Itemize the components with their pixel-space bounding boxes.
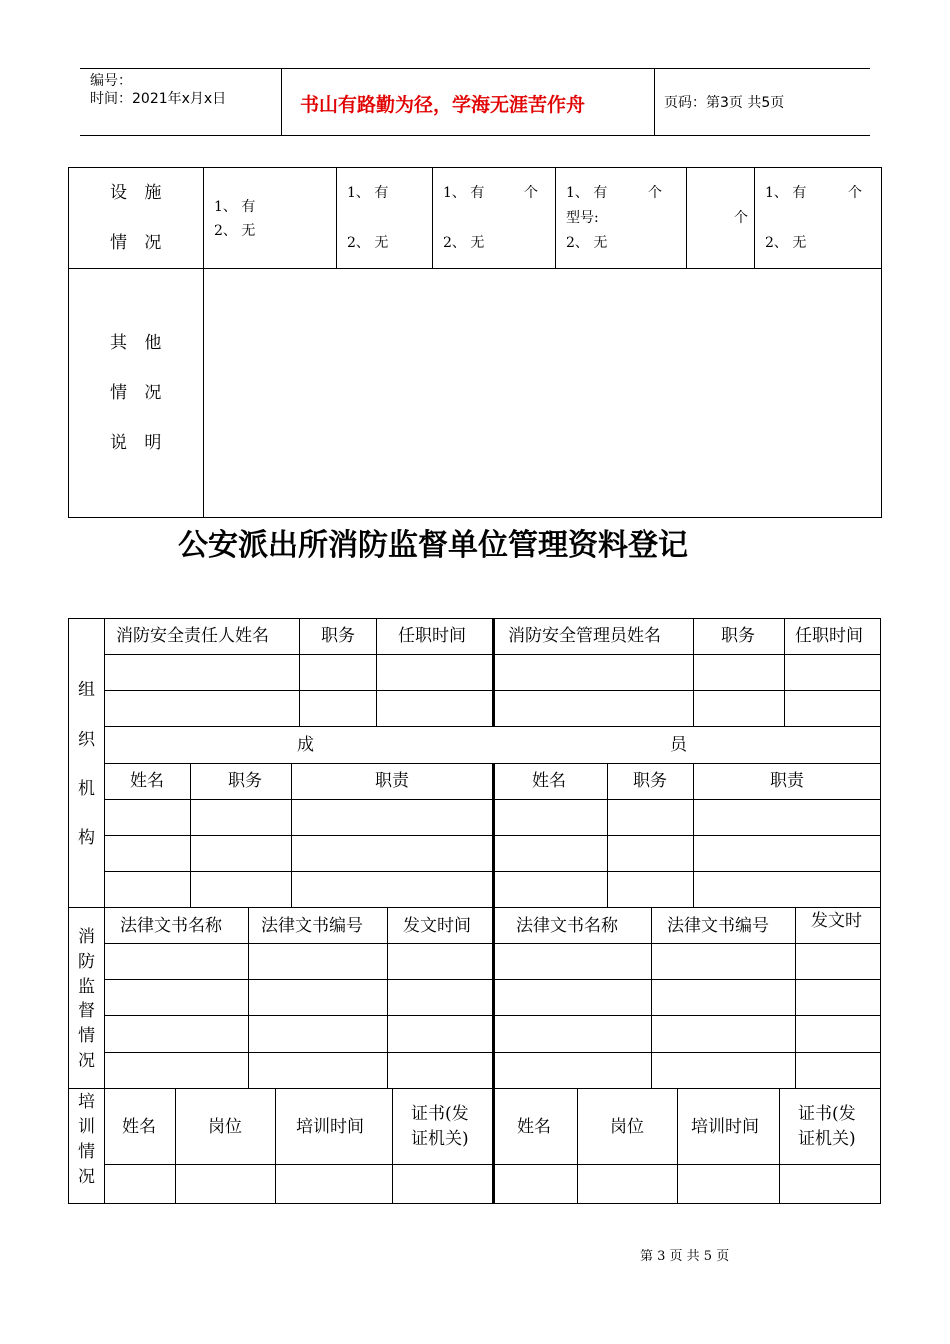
facility-label-line2: 情 况 xyxy=(110,233,168,253)
document-time-label: 时间：2021年x月x日 xyxy=(90,91,227,107)
supervision-col-left-doc-number: 法律文书编号 xyxy=(261,916,363,936)
org-head-left-position: 职务 xyxy=(321,626,355,646)
supervision-side-label-6: 况 xyxy=(78,1051,95,1071)
org-head-left-name: 消防安全责任人姓名 xyxy=(116,626,269,646)
member-col-right-duty: 职责 xyxy=(770,771,804,791)
org-head-left-tenure: 任职时间 xyxy=(398,626,466,646)
facility-cell-3-yes: 1、 有 xyxy=(443,185,485,201)
training-col-right-cert-2: 证机关) xyxy=(798,1129,856,1149)
supervision-side-label-1: 消 xyxy=(78,927,95,947)
org-members-label-left: 成 xyxy=(297,735,314,755)
facility-cell-1-yes: 1、 有 xyxy=(214,199,256,215)
training-col-left-cert-1: 证书(发 xyxy=(411,1104,469,1124)
facility-cell-4-model: 型号: xyxy=(566,210,599,226)
facility-cell-3-unit: 个 xyxy=(524,185,538,201)
member-col-right-name: 姓名 xyxy=(532,771,566,791)
facility-cell-4-unit: 个 xyxy=(648,185,662,201)
training-col-right-post: 岗位 xyxy=(610,1117,644,1137)
supervision-col-right-doc-name: 法律文书名称 xyxy=(516,916,618,936)
org-side-label-4: 构 xyxy=(78,828,95,848)
org-head-right-tenure: 任职时间 xyxy=(795,626,863,646)
document-number-label: 编号： xyxy=(90,73,132,89)
training-col-left-time: 培训时间 xyxy=(296,1117,364,1137)
training-col-right-name: 姓名 xyxy=(517,1117,551,1137)
training-side-label-2: 训 xyxy=(78,1117,95,1137)
member-col-right-position: 职务 xyxy=(633,771,667,791)
facility-cell-6-no: 2、 无 xyxy=(765,235,807,251)
facility-cell-3-no: 2、 无 xyxy=(443,235,485,251)
page-title: 公安派出所消防监督单位管理资料登记 xyxy=(178,528,688,563)
training-col-left-cert-2: 证机关) xyxy=(411,1129,469,1149)
facility-cell-4-no: 2、 无 xyxy=(566,235,608,251)
training-side-label-4: 况 xyxy=(78,1167,95,1187)
org-members-label-right: 员 xyxy=(670,735,687,755)
header-motto: 书山有路勤为径，学海无涯苦作舟 xyxy=(300,94,586,116)
facility-cell-1-no: 2、 无 xyxy=(214,223,256,239)
supervision-col-left-doc-name: 法律文书名称 xyxy=(120,916,222,936)
supervision-col-left-issue-date: 发文时间 xyxy=(403,916,471,936)
training-col-left-post: 岗位 xyxy=(208,1117,242,1137)
supervision-side-label-5: 情 xyxy=(78,1026,95,1046)
facility-cell-6-yes: 1、 有 xyxy=(765,185,807,201)
member-col-left-position: 职务 xyxy=(228,771,262,791)
training-col-right-time: 培训时间 xyxy=(691,1117,759,1137)
training-side-label-1: 培 xyxy=(78,1092,95,1112)
training-col-left-name: 姓名 xyxy=(122,1117,156,1137)
other-notes-field[interactable] xyxy=(204,269,880,516)
other-label-line2: 情 况 xyxy=(110,383,168,403)
org-head-right-name: 消防安全管理员姓名 xyxy=(508,626,661,646)
other-label-line3: 说 明 xyxy=(110,433,168,453)
training-side-label-3: 情 xyxy=(78,1142,95,1162)
org-head-right-position: 职务 xyxy=(721,626,755,646)
org-side-label-2: 织 xyxy=(78,730,95,750)
footer-page-number: 第 3 页 共 5 页 xyxy=(640,1249,730,1264)
org-side-label-1: 组 xyxy=(78,680,95,700)
facility-cell-2-no: 2、 无 xyxy=(347,235,389,251)
facility-cell-2-yes: 1、 有 xyxy=(347,185,389,201)
supervision-col-right-doc-number: 法律文书编号 xyxy=(667,916,769,936)
facility-cell-4-yes: 1、 有 xyxy=(566,185,608,201)
member-col-left-duty: 职责 xyxy=(375,771,409,791)
supervision-side-label-2: 防 xyxy=(78,952,95,972)
facility-cell-6-unit: 个 xyxy=(848,185,862,201)
training-col-right-cert-1: 证书(发 xyxy=(798,1104,856,1124)
facility-cell-5-unit: 个 xyxy=(734,210,748,226)
other-label-line1: 其 他 xyxy=(110,333,168,353)
header-page-label: 页码：第3页 共5页 xyxy=(664,95,785,111)
supervision-col-right-issue-date: 发文时 xyxy=(811,911,862,931)
org-side-label-3: 机 xyxy=(78,779,95,799)
supervision-side-label-4: 督 xyxy=(78,1001,95,1021)
facility-label-line1: 设 施 xyxy=(110,183,168,203)
supervision-side-label-3: 监 xyxy=(78,977,95,997)
member-col-left-name: 姓名 xyxy=(130,771,164,791)
